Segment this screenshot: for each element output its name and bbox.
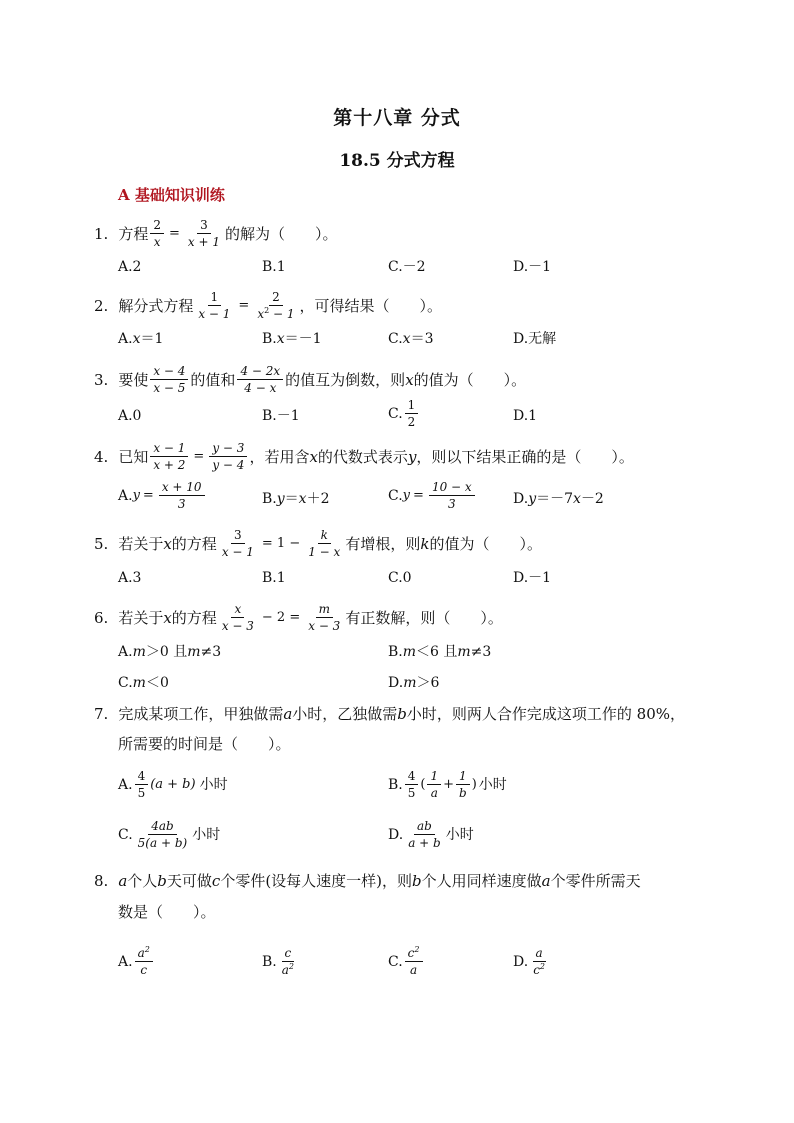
q4-option-b bbox=[262, 489, 330, 509]
q7-option-d bbox=[388, 819, 474, 850]
variable: m bbox=[132, 644, 146, 660]
variable: y bbox=[528, 491, 537, 507]
q8-option-d bbox=[513, 946, 550, 977]
q6-option-a bbox=[118, 642, 221, 662]
fraction bbox=[254, 290, 297, 321]
option-letter: C. bbox=[388, 953, 403, 970]
variable: x bbox=[405, 370, 414, 389]
denominator: 1 − x bbox=[308, 545, 341, 559]
question-4 bbox=[94, 441, 634, 472]
question-text: ，若用含 bbox=[249, 447, 310, 466]
question-text: 的方程 bbox=[171, 534, 217, 553]
q2-option-d: D.无解 bbox=[513, 331, 557, 347]
variable: b bbox=[412, 872, 422, 890]
q3-option-a: A.0 bbox=[118, 408, 142, 424]
numerator: 1 bbox=[208, 290, 222, 306]
option-value: ＝ bbox=[284, 491, 299, 507]
equation-middle: = 1 − bbox=[261, 535, 301, 551]
option-letter: C. bbox=[118, 675, 133, 691]
q7-option-c bbox=[118, 819, 220, 850]
variable: x bbox=[298, 491, 307, 507]
denominator: b bbox=[459, 786, 467, 800]
numerator: x + 10 bbox=[159, 480, 205, 496]
expression: (a + b) bbox=[150, 776, 196, 792]
variable: m bbox=[403, 675, 417, 691]
question-2 bbox=[94, 290, 442, 321]
variable: x bbox=[132, 331, 141, 347]
denominator: 5(a + b) bbox=[137, 836, 188, 850]
question-number: 7. bbox=[94, 705, 109, 723]
numerator: x − 1 bbox=[150, 441, 188, 457]
question-8-continued: 数是（ ）。 bbox=[118, 903, 216, 921]
denominator: x − 3 bbox=[221, 619, 254, 633]
denominator: x − 1 bbox=[221, 545, 254, 559]
question-number: 4. bbox=[94, 447, 109, 466]
question-text: 方程 bbox=[118, 224, 149, 243]
question-1 bbox=[94, 218, 337, 249]
denominator: x + 2 bbox=[153, 458, 186, 472]
q6-option-d bbox=[388, 673, 439, 693]
option-letter: B. bbox=[388, 644, 403, 660]
numerator: 4 − 2x bbox=[237, 364, 283, 380]
denominator bbox=[530, 962, 548, 977]
fraction bbox=[530, 946, 548, 977]
numerator bbox=[405, 946, 423, 962]
numerator: 1 bbox=[427, 769, 441, 785]
variable: y bbox=[402, 487, 411, 503]
fraction bbox=[185, 218, 223, 249]
question-7-continued: 所需要的时间是（ ）。 bbox=[118, 735, 291, 753]
option-letter: B. bbox=[388, 776, 403, 793]
numerator: c bbox=[282, 946, 295, 962]
question-number: 6. bbox=[94, 608, 109, 627]
fraction bbox=[219, 602, 257, 633]
section-title: 18.5 分式方程 bbox=[339, 151, 455, 171]
variable: m bbox=[457, 644, 471, 660]
denominator: x bbox=[153, 235, 161, 249]
numerator: 2 bbox=[150, 218, 164, 234]
numerator: 2 bbox=[269, 290, 283, 306]
variable: x bbox=[573, 491, 581, 507]
denominator: a bbox=[430, 786, 438, 800]
q4-option-a bbox=[118, 480, 207, 511]
fraction bbox=[237, 364, 283, 395]
option-value: ＞0 且 bbox=[145, 644, 188, 660]
unit-label: 小时 bbox=[478, 776, 507, 793]
variable: x bbox=[276, 331, 285, 347]
question-text: 小时，乙独做需 bbox=[292, 705, 398, 723]
option-value: ≠3 bbox=[470, 644, 492, 660]
denominator bbox=[279, 962, 297, 977]
question-text: 的值为（ ）。 bbox=[429, 534, 542, 553]
denominator: x − 3 bbox=[308, 619, 341, 633]
numerator: y − 3 bbox=[209, 441, 247, 457]
numerator: 4ab bbox=[148, 819, 176, 835]
denominator: 5 bbox=[137, 786, 146, 800]
q5-option-d: D.－1 bbox=[513, 570, 552, 586]
denominator: x − 5 bbox=[153, 381, 186, 395]
option-letter: B. bbox=[262, 331, 277, 347]
paren-open: ( bbox=[420, 776, 426, 792]
q1-option-b: B.1 bbox=[262, 259, 286, 275]
base: c bbox=[407, 946, 415, 960]
question-text: 的代数式表示 bbox=[317, 447, 408, 466]
unit-label: 小时 bbox=[445, 826, 474, 843]
question-3 bbox=[94, 364, 526, 395]
question-text: 有正数解，则（ ）。 bbox=[345, 608, 503, 627]
fraction bbox=[405, 769, 419, 800]
plus-sign: + bbox=[443, 776, 455, 792]
denominator: y − 4 bbox=[212, 458, 245, 472]
question-text: 的解为（ ）。 bbox=[224, 224, 338, 243]
q3-option-b: B.－1 bbox=[262, 408, 300, 424]
paren-close: ) bbox=[471, 776, 477, 792]
fraction bbox=[150, 441, 188, 472]
denominator: x + 1 bbox=[187, 235, 220, 249]
q5-option-c: C.0 bbox=[388, 570, 412, 586]
equation-middle: − 2 = bbox=[261, 609, 301, 625]
variable: y bbox=[276, 491, 285, 507]
fraction bbox=[427, 769, 441, 800]
question-text: 天可做 bbox=[166, 872, 212, 890]
option-value: ＝1 bbox=[140, 331, 164, 347]
denominator-rest: − 1 bbox=[269, 307, 295, 321]
option-letter: C. bbox=[118, 826, 133, 843]
base: a bbox=[137, 946, 145, 960]
fraction bbox=[135, 946, 153, 977]
denominator: 4 − x bbox=[244, 381, 277, 395]
q3-option-d: D.1 bbox=[513, 408, 538, 424]
q4-option-d bbox=[513, 489, 604, 509]
option-letter: A. bbox=[118, 776, 133, 793]
question-text: 已知 bbox=[118, 447, 149, 466]
fraction bbox=[150, 364, 188, 395]
question-text: 解分式方程 bbox=[118, 296, 194, 315]
numerator: 10 − x bbox=[429, 480, 475, 496]
question-text: 个人 bbox=[127, 872, 158, 890]
fraction bbox=[159, 480, 205, 511]
fraction bbox=[279, 946, 297, 977]
q7-option-a bbox=[118, 769, 228, 800]
denominator: x − 1 bbox=[198, 307, 231, 321]
question-number: 8. bbox=[94, 872, 109, 890]
variable: m bbox=[402, 644, 417, 660]
q1-option-c: C.－2 bbox=[388, 259, 426, 275]
q3-option-c bbox=[388, 398, 420, 429]
option-letter: D. bbox=[388, 826, 404, 843]
part-heading: A 基础知识训练 bbox=[118, 186, 225, 204]
unit-label: 小时 bbox=[192, 826, 221, 843]
q1-option-a: A.2 bbox=[118, 259, 142, 275]
q6-option-c bbox=[118, 673, 169, 693]
variable: x bbox=[309, 447, 318, 466]
question-number: 3. bbox=[94, 370, 109, 389]
variable: x bbox=[402, 331, 411, 347]
numerator: ab bbox=[414, 819, 435, 835]
fraction bbox=[219, 528, 257, 559]
option-letter: A. bbox=[118, 953, 133, 970]
variable: x bbox=[257, 307, 265, 321]
fraction bbox=[405, 398, 419, 429]
option-letter: A. bbox=[118, 644, 133, 660]
question-text: 的值为（ ）。 bbox=[413, 370, 527, 389]
fraction bbox=[305, 528, 343, 559]
fraction bbox=[429, 480, 475, 511]
numerator: 3 bbox=[231, 528, 245, 544]
denominator bbox=[254, 306, 297, 321]
question-6 bbox=[94, 602, 503, 633]
question-text: 个零件(设每人速度一样)，则 bbox=[220, 872, 413, 890]
question-text: 要使 bbox=[118, 370, 149, 389]
variable: a bbox=[283, 705, 293, 723]
numerator: k bbox=[318, 528, 331, 544]
option-value: ＝－1 bbox=[284, 331, 322, 347]
variable: k bbox=[420, 534, 430, 553]
q1-option-d: D.－1 bbox=[513, 259, 552, 275]
option-letter: D. bbox=[513, 491, 529, 507]
option-letter: A. bbox=[118, 331, 133, 347]
numerator: 4 bbox=[135, 769, 149, 785]
option-letter: A. bbox=[118, 487, 133, 504]
q6-option-b bbox=[388, 642, 491, 662]
variable: c bbox=[211, 872, 221, 890]
question-number: 2. bbox=[94, 296, 109, 315]
exponent: 2 bbox=[414, 945, 420, 954]
chapter-title: 第十八章 分式 bbox=[333, 107, 461, 129]
option-value: －2 bbox=[580, 491, 604, 507]
question-number: 5. bbox=[94, 534, 109, 553]
fraction bbox=[456, 769, 470, 800]
question-text: 有增根，则 bbox=[345, 534, 421, 553]
fraction bbox=[405, 819, 444, 850]
option-letter: D. bbox=[513, 953, 529, 970]
option-letter: D. bbox=[388, 675, 404, 691]
variable: a bbox=[541, 872, 551, 890]
option-value: ＜0 bbox=[145, 675, 169, 691]
equals-sign: = bbox=[413, 487, 424, 503]
base: a bbox=[281, 963, 289, 977]
question-8 bbox=[94, 871, 641, 891]
question-text: 的值和 bbox=[190, 370, 236, 389]
denominator: c bbox=[140, 963, 148, 977]
denominator: 5 bbox=[407, 786, 416, 800]
variable: b bbox=[157, 872, 167, 890]
q8-option-c bbox=[388, 946, 425, 977]
fraction bbox=[195, 290, 233, 321]
numerator: 3 bbox=[197, 218, 211, 234]
unit-label: 小时 bbox=[199, 776, 228, 793]
equals-sign: = bbox=[142, 487, 154, 503]
question-text: 完成某项工作，甲独做需 bbox=[118, 705, 284, 723]
q8-option-b bbox=[262, 946, 299, 977]
option-letter: B. bbox=[262, 491, 277, 507]
question-text: 若关于 bbox=[118, 608, 164, 627]
question-text: 小时，则两人合作完成这项工作的 80%， bbox=[406, 705, 686, 723]
exponent: 2 bbox=[288, 962, 294, 971]
numerator: m bbox=[316, 602, 333, 618]
equals-sign: = bbox=[193, 448, 205, 464]
numerator: 1 bbox=[456, 769, 470, 785]
option-value: ＜6 且 bbox=[416, 644, 458, 660]
numerator: 1 bbox=[405, 398, 419, 414]
numerator: x − 4 bbox=[150, 364, 188, 380]
variable: y bbox=[132, 487, 140, 503]
fraction bbox=[135, 819, 191, 850]
q4-option-c bbox=[388, 480, 477, 511]
q5-option-a: A.3 bbox=[118, 570, 142, 586]
option-value: ≠3 bbox=[200, 644, 222, 660]
numerator: 4 bbox=[405, 769, 419, 785]
denominator: a bbox=[410, 963, 418, 977]
option-letter: B. bbox=[262, 953, 277, 970]
numerator: x bbox=[231, 602, 244, 618]
exponent: 2 bbox=[264, 306, 270, 315]
variable: m bbox=[132, 675, 146, 691]
option-letter: C. bbox=[388, 487, 403, 504]
variable: a bbox=[118, 872, 128, 890]
question-text: 的方程 bbox=[171, 608, 217, 627]
exponent: 2 bbox=[144, 945, 150, 954]
question-text: 若关于 bbox=[118, 534, 164, 553]
q5-option-b: B.1 bbox=[262, 570, 286, 586]
denominator: 2 bbox=[407, 415, 416, 429]
variable: y bbox=[407, 447, 417, 466]
option-value: ＝3 bbox=[410, 331, 434, 347]
option-letter: C. bbox=[388, 331, 403, 347]
exponent: 2 bbox=[539, 962, 546, 971]
fraction bbox=[305, 602, 343, 633]
numerator bbox=[135, 946, 153, 962]
question-text: 个人用同样速度做 bbox=[421, 872, 542, 890]
option-value: ＞6 bbox=[416, 675, 440, 691]
question-number: 1. bbox=[94, 224, 109, 243]
variable: m bbox=[187, 644, 201, 660]
fraction bbox=[135, 769, 149, 800]
variable: b bbox=[397, 705, 407, 723]
variable: x bbox=[163, 534, 172, 553]
equals-sign: = bbox=[168, 225, 180, 241]
question-text: ，可得结果（ ）。 bbox=[299, 296, 443, 315]
fraction bbox=[209, 441, 247, 472]
denominator: 3 bbox=[177, 497, 186, 511]
fraction bbox=[150, 218, 164, 249]
q8-option-a bbox=[118, 946, 155, 977]
option-value: ＋2 bbox=[306, 491, 330, 507]
question-text: 个零件所需天 bbox=[550, 872, 641, 890]
option-letter: C. bbox=[388, 405, 403, 422]
option-value: ＝－7 bbox=[536, 491, 574, 507]
equals-sign: = bbox=[238, 297, 250, 313]
denominator: a + b bbox=[408, 836, 441, 850]
question-text: 的值互为倒数，则 bbox=[285, 370, 406, 389]
q2-option-b bbox=[262, 329, 322, 349]
q7-option-b bbox=[388, 769, 507, 800]
question-5 bbox=[94, 528, 542, 559]
q2-option-a bbox=[118, 329, 163, 349]
fraction bbox=[405, 946, 423, 977]
question-7 bbox=[94, 704, 685, 724]
base: c bbox=[533, 963, 540, 977]
question-text: ，则以下结果正确的是（ ）。 bbox=[416, 447, 634, 466]
variable: x bbox=[163, 608, 172, 627]
numerator: a bbox=[533, 946, 546, 962]
q2-option-c bbox=[388, 329, 434, 349]
denominator: 3 bbox=[447, 497, 456, 511]
